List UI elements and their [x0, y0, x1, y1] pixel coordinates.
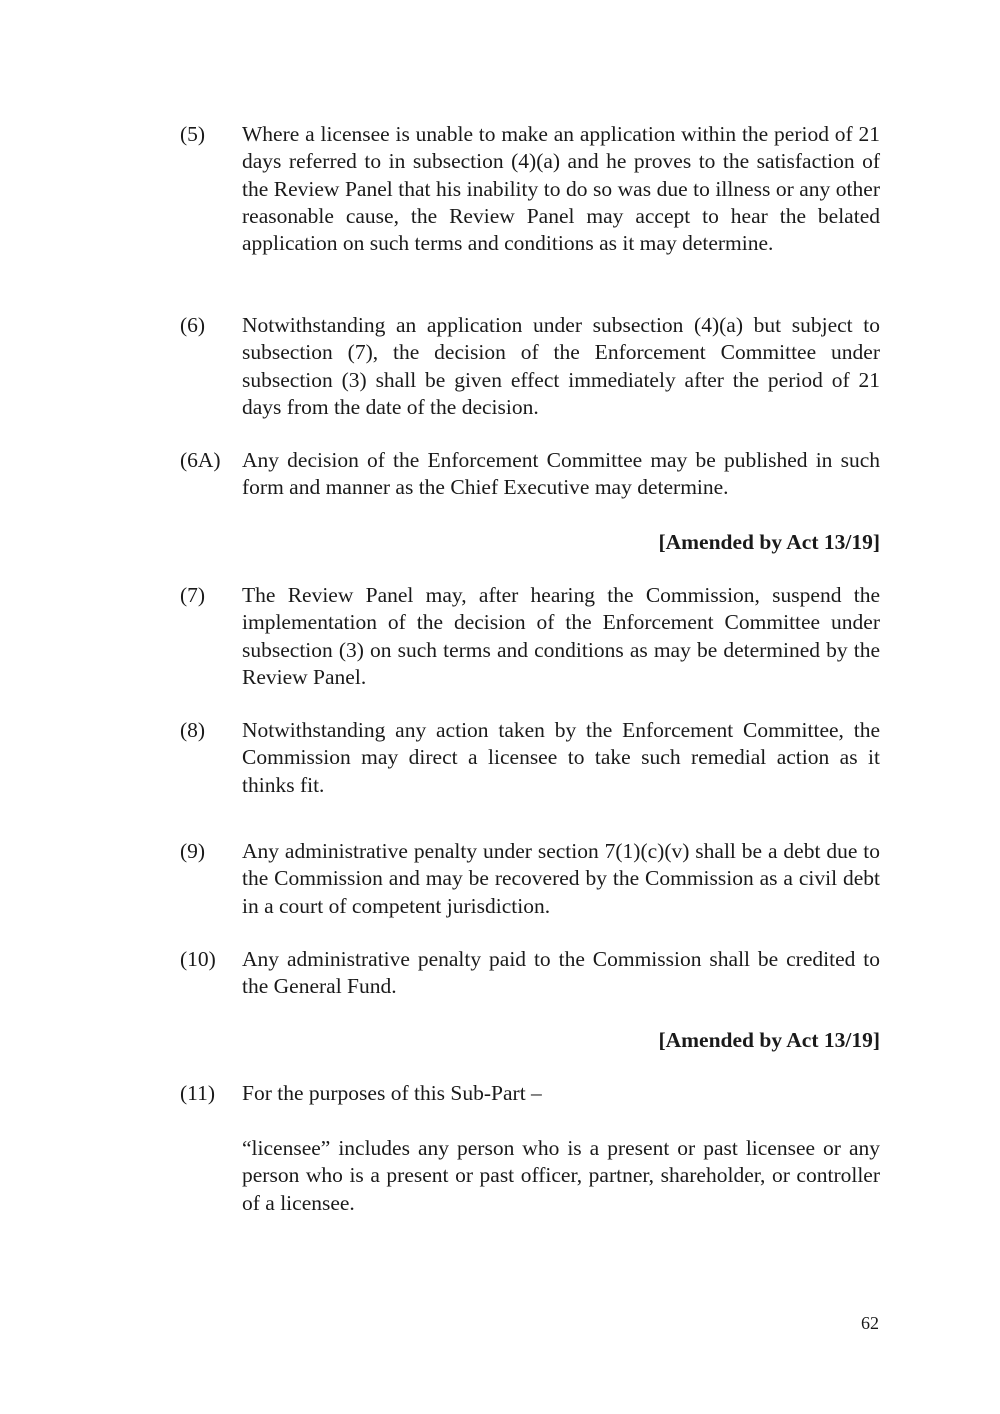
paragraph-text: Notwithstanding any action taken by the Enforcement Committee, the Commission may direct a licensee to take such remedial action as it thinks fit. [242, 718, 880, 797]
paragraph-number: (8) [180, 718, 206, 742]
paragraph-number: (11) [180, 1081, 216, 1105]
paragraph-number: (7) [180, 583, 206, 607]
amendment-note: [Amended by Act 13/19] [658, 1028, 880, 1052]
paragraph-text: Any administrative penalty paid to the Commission shall be credited to the General Fund. [242, 947, 880, 999]
paragraph-5 [180, 121, 880, 257]
definition-licensee: “licensee” includes any person who is a present or past licensee or any person who is a present or past officer, partner, shareholder, or controller of a licensee. [242, 1136, 880, 1215]
paragraph-text: Any decision of the Enforcement Committee may be published in such form and manner as the Chief Executive may determine. [242, 448, 880, 500]
paragraph-8 [180, 717, 880, 799]
paragraph-text: For the purposes of this Sub-Part – [242, 1081, 542, 1105]
paragraph-number: (10) [180, 947, 216, 971]
paragraph-number: (6A) [180, 448, 221, 472]
paragraph-text: Notwithstanding an application under subsection (4)(a) but subject to subsection (7), the decision of the Enforcement Committee under subsection (3) shall be given effect immediately after the period of 21 days from the date of the decision. [242, 313, 880, 419]
paragraph-6a [180, 447, 880, 502]
paragraph-number: (9) [180, 839, 206, 863]
paragraph-number: (6) [180, 313, 206, 337]
amendment-note: [Amended by Act 13/19] [658, 530, 880, 554]
paragraph-text: The Review Panel may, after hearing the Commission, suspend the implementation of the decision of the Enforcement Committee under subsection (3) on such terms and conditions as may be determined by the Review Panel. [242, 583, 880, 689]
page-number: 62 [861, 1313, 879, 1333]
paragraph-6 [180, 312, 880, 421]
paragraph-10 [180, 946, 880, 1001]
paragraph-text: Where a licensee is unable to make an application within the period of 21 days referred to in subsection (4)(a) and he proves to the satisfaction of the Review Panel that his inability to do so was due to illness or any other reasonable cause, the Review Panel may accept to hear the belated application on such terms and conditions as it may determine. [242, 122, 880, 256]
paragraph-7 [180, 582, 880, 691]
paragraph-9 [180, 838, 880, 920]
paragraph-text: Any administrative penalty under section 7(1)(c)(v) shall be a debt due to the Commission and may be recovered by the Commission as a civil debt in a court of competent jurisdiction. [242, 839, 880, 918]
paragraph-11 [180, 1080, 880, 1107]
paragraph-number: (5) [180, 122, 206, 146]
